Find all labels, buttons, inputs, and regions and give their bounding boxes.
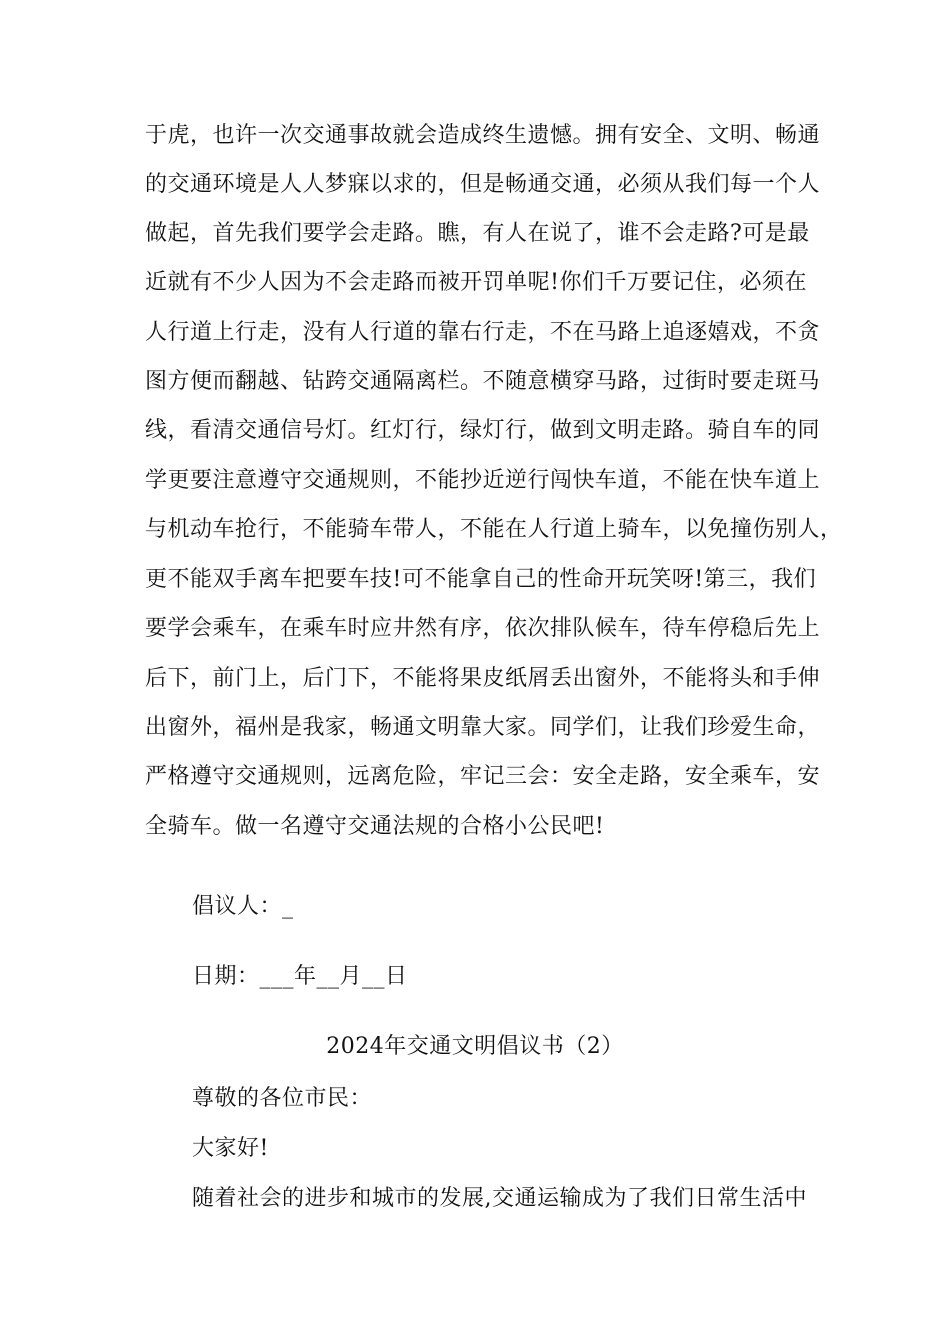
body-line-2: 的交通环境是人人梦寐以求的，但是畅通交通，必须从我们每一个人 [145,172,821,197]
body-line-6: 图方便而翻越、钻跨交通隔离栏。不随意横穿马路，过街时要走斑马 [145,369,821,394]
date-line: 日期：___年__月__日 [192,964,408,989]
body-line-7: 线，看清交通信号灯。红灯行，绿灯行，做到文明走路。骑自车的同 [145,418,821,443]
greeting: 大家好! [192,1136,269,1161]
body-line-9: 与机动车抢行，不能骑车带人，不能在人行道上骑车，以免撞伤别人， [145,517,843,542]
body-line-12: 后下，前门上，后门下，不能将果皮纸屑丢出窗外，不能将头和手伸 [145,666,821,691]
body-line-8: 学更要注意遵守交通规则，不能抄近逆行闯快车道，不能在快车道上 [145,468,821,493]
body-line-10: 更不能双手离车把要车技!可不能拿自己的性命开玩笑呀!第三，我们 [145,567,817,592]
body-line-3: 做起，首先我们要学会走路。瞧，有人在说了，谁不会走路?可是最 [145,221,810,246]
salutation: 尊敬的各位市民： [192,1086,373,1111]
body-line-5: 人行道上行走，没有人行道的靠右行走，不在马路上追逐嬉戏，不贪 [145,320,821,345]
body-line-13: 出窗外，福州是我家，畅通文明靠大家。同学们，让我们珍爱生命， [145,715,821,740]
proposer-line: 倡议人：_ [192,894,294,919]
body-line-11: 要学会乘车，在乘车时应井然有序，依次排队候车，待车停稳后先上 [145,616,821,641]
body-line-14: 严格遵守交通规则，远离危险，牢记三会：安全走路，安全乘车，安 [145,764,821,789]
body-line-1: 于虎，也许一次交通事故就会造成终生遗憾。拥有安全、文明、畅通 [145,123,821,148]
paragraph-first-line: 随着社会的进步和城市的发展,交通运输成为了我们日常生活中 [192,1186,807,1211]
body-line-15: 全骑车。做一名遵守交通法规的合格小公民吧! [145,814,605,839]
document-title: 2024年交通文明倡议书（2） [326,1034,624,1059]
body-line-4: 近就有不少人因为不会走路而被开罚单呢!你们千万要记住，必须在 [145,270,807,295]
